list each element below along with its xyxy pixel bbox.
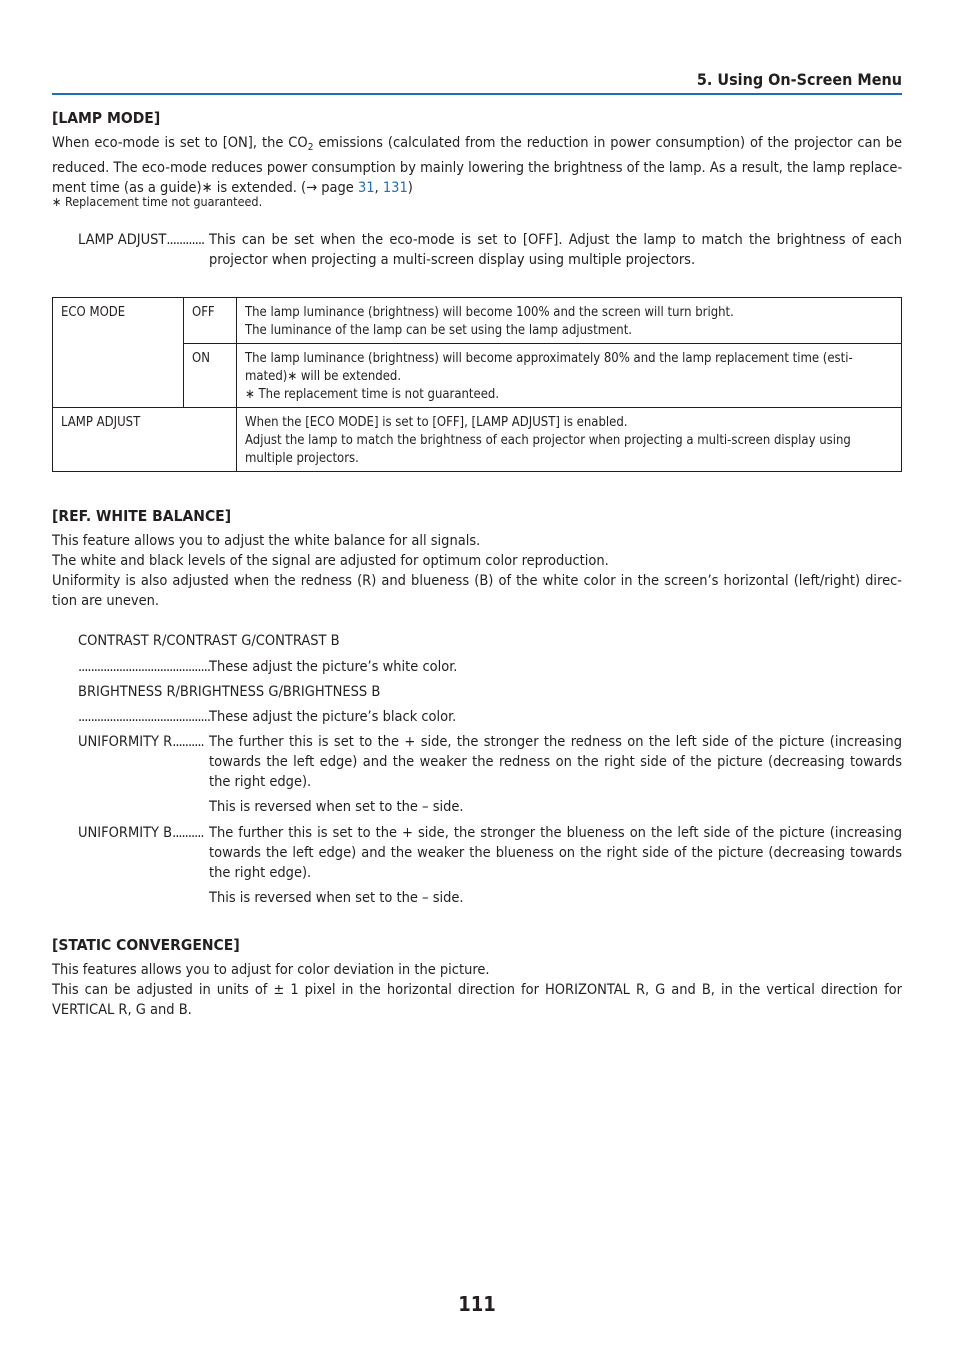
table-row [53, 408, 902, 472]
static-convergence-description: This features allows you to adjust for color deviation in the picture. This can be adjusted in units of ± 1 pixel in the horizontal direction for HORIZONTAL R, G and B, in the vertical direction for VERTICAL R, G and B. [52, 962, 902, 1018]
contrast-description: These adjust the picture’s white color. [209, 659, 458, 675]
brightness-description: These adjust the picture’s black color. [209, 709, 457, 725]
lamp-adjust-description-cell: When the [ECO MODE] is set to [OFF], [LAMP ADJUST] is enabled. Adjust the lamp to match the brightness of each projector when projecting a multi-screen display using multiple projectors. [237, 408, 902, 472]
contrast-label: CONTRAST R/CONTRAST G/CONTRAST B [78, 633, 340, 649]
page-header [52, 70, 902, 95]
lamp-mode-description [52, 133, 902, 198]
on-description-cell: The lamp luminance (brightness) will become approximately 80% and the lamp replacement time (esti- mated)∗ will be extended. ∗ The replacement time is not guaranteed. [237, 344, 902, 408]
contrast-dots: .......................................... [78, 659, 210, 675]
lamp-mode-table [52, 297, 902, 472]
off-description-cell: The lamp luminance (brightness) will become 100% and the screen will turn bright. The luminance of the lamp can be set using the lamp adjustment. [237, 298, 902, 344]
eco-mode-cell: ECO MODE [53, 298, 184, 408]
brightness-dots: .......................................... [78, 709, 210, 725]
section-title: 5. Using On-Screen Menu [696, 70, 902, 89]
manual-page [52, 0, 902, 1348]
white-balance-description: This feature allows you to adjust the white balance for all signals. The white and black levels of the signal are adjusted for optimum color reproduction. Uniformity is also adjusted when the redness (R) and blueness (B) of the white color in the screen’s horizontal (left/right) direc- tion are uneven. [52, 533, 902, 609]
page-link-31[interactable]: 31 [357, 180, 375, 196]
white-balance-heading: [REF. WHITE BALANCE] [52, 507, 232, 525]
page-link-131[interactable]: 131 [382, 180, 408, 196]
uniformity-b-label: UNIFORMITY B.......... [78, 825, 204, 841]
lamp-mode-heading: [LAMP MODE] [52, 109, 161, 127]
lamp-mode-line-3: ment time (as a guide)∗ is extended. (→ page 31, 131) [52, 180, 413, 196]
off-cell: OFF [184, 298, 237, 344]
replacement-footnote: ∗ Replacement time not guaranteed. [52, 194, 263, 209]
brightness-label: BRIGHTNESS R/BRIGHTNESS G/BRIGHTNESS B [78, 684, 381, 700]
lamp-mode-line-2: reduced. The eco-mode reduces power consumption by mainly lowering the brightness of the lamp. As a result, the lamp replace- [52, 160, 903, 176]
on-cell: ON [184, 344, 237, 408]
uniformity-b-description: The further this is set to the + side, the stronger the blueness on the left side of the picture (increasing towards the left edge) and the weaker the blueness on the right side of the picture (decreasing towards the right edge). This is reversed when set to the – side. [209, 825, 902, 906]
lamp-adjust-cell: LAMP ADJUST [53, 408, 237, 472]
page-number: 111 [458, 1292, 496, 1316]
uniformity-r-description: The further this is set to the + side, the stronger the redness on the left side of the picture (increasing towards the left edge) and the weaker the redness on the right side of the picture (decreasing towards the right edge). This is reversed when set to the – side. [209, 734, 902, 815]
uniformity-r-label: UNIFORMITY R.......... [78, 734, 204, 750]
table-row [53, 298, 902, 344]
lamp-mode-line-1: When eco-mode is set to [ON], the $CO_2$ emissions (calculated from the reduction in power consumption) of the projector can be [52, 135, 903, 153]
lamp-adjust-label: LAMP ADJUST............ [78, 232, 205, 248]
static-convergence-heading: [STATIC CONVERGENCE] [52, 936, 240, 954]
lamp-adjust-description: This can be set when the eco-mode is set to [OFF]. Adjust the lamp to match the brightness of each projector when projecting a multi-screen display using multiple projectors. [209, 232, 902, 268]
